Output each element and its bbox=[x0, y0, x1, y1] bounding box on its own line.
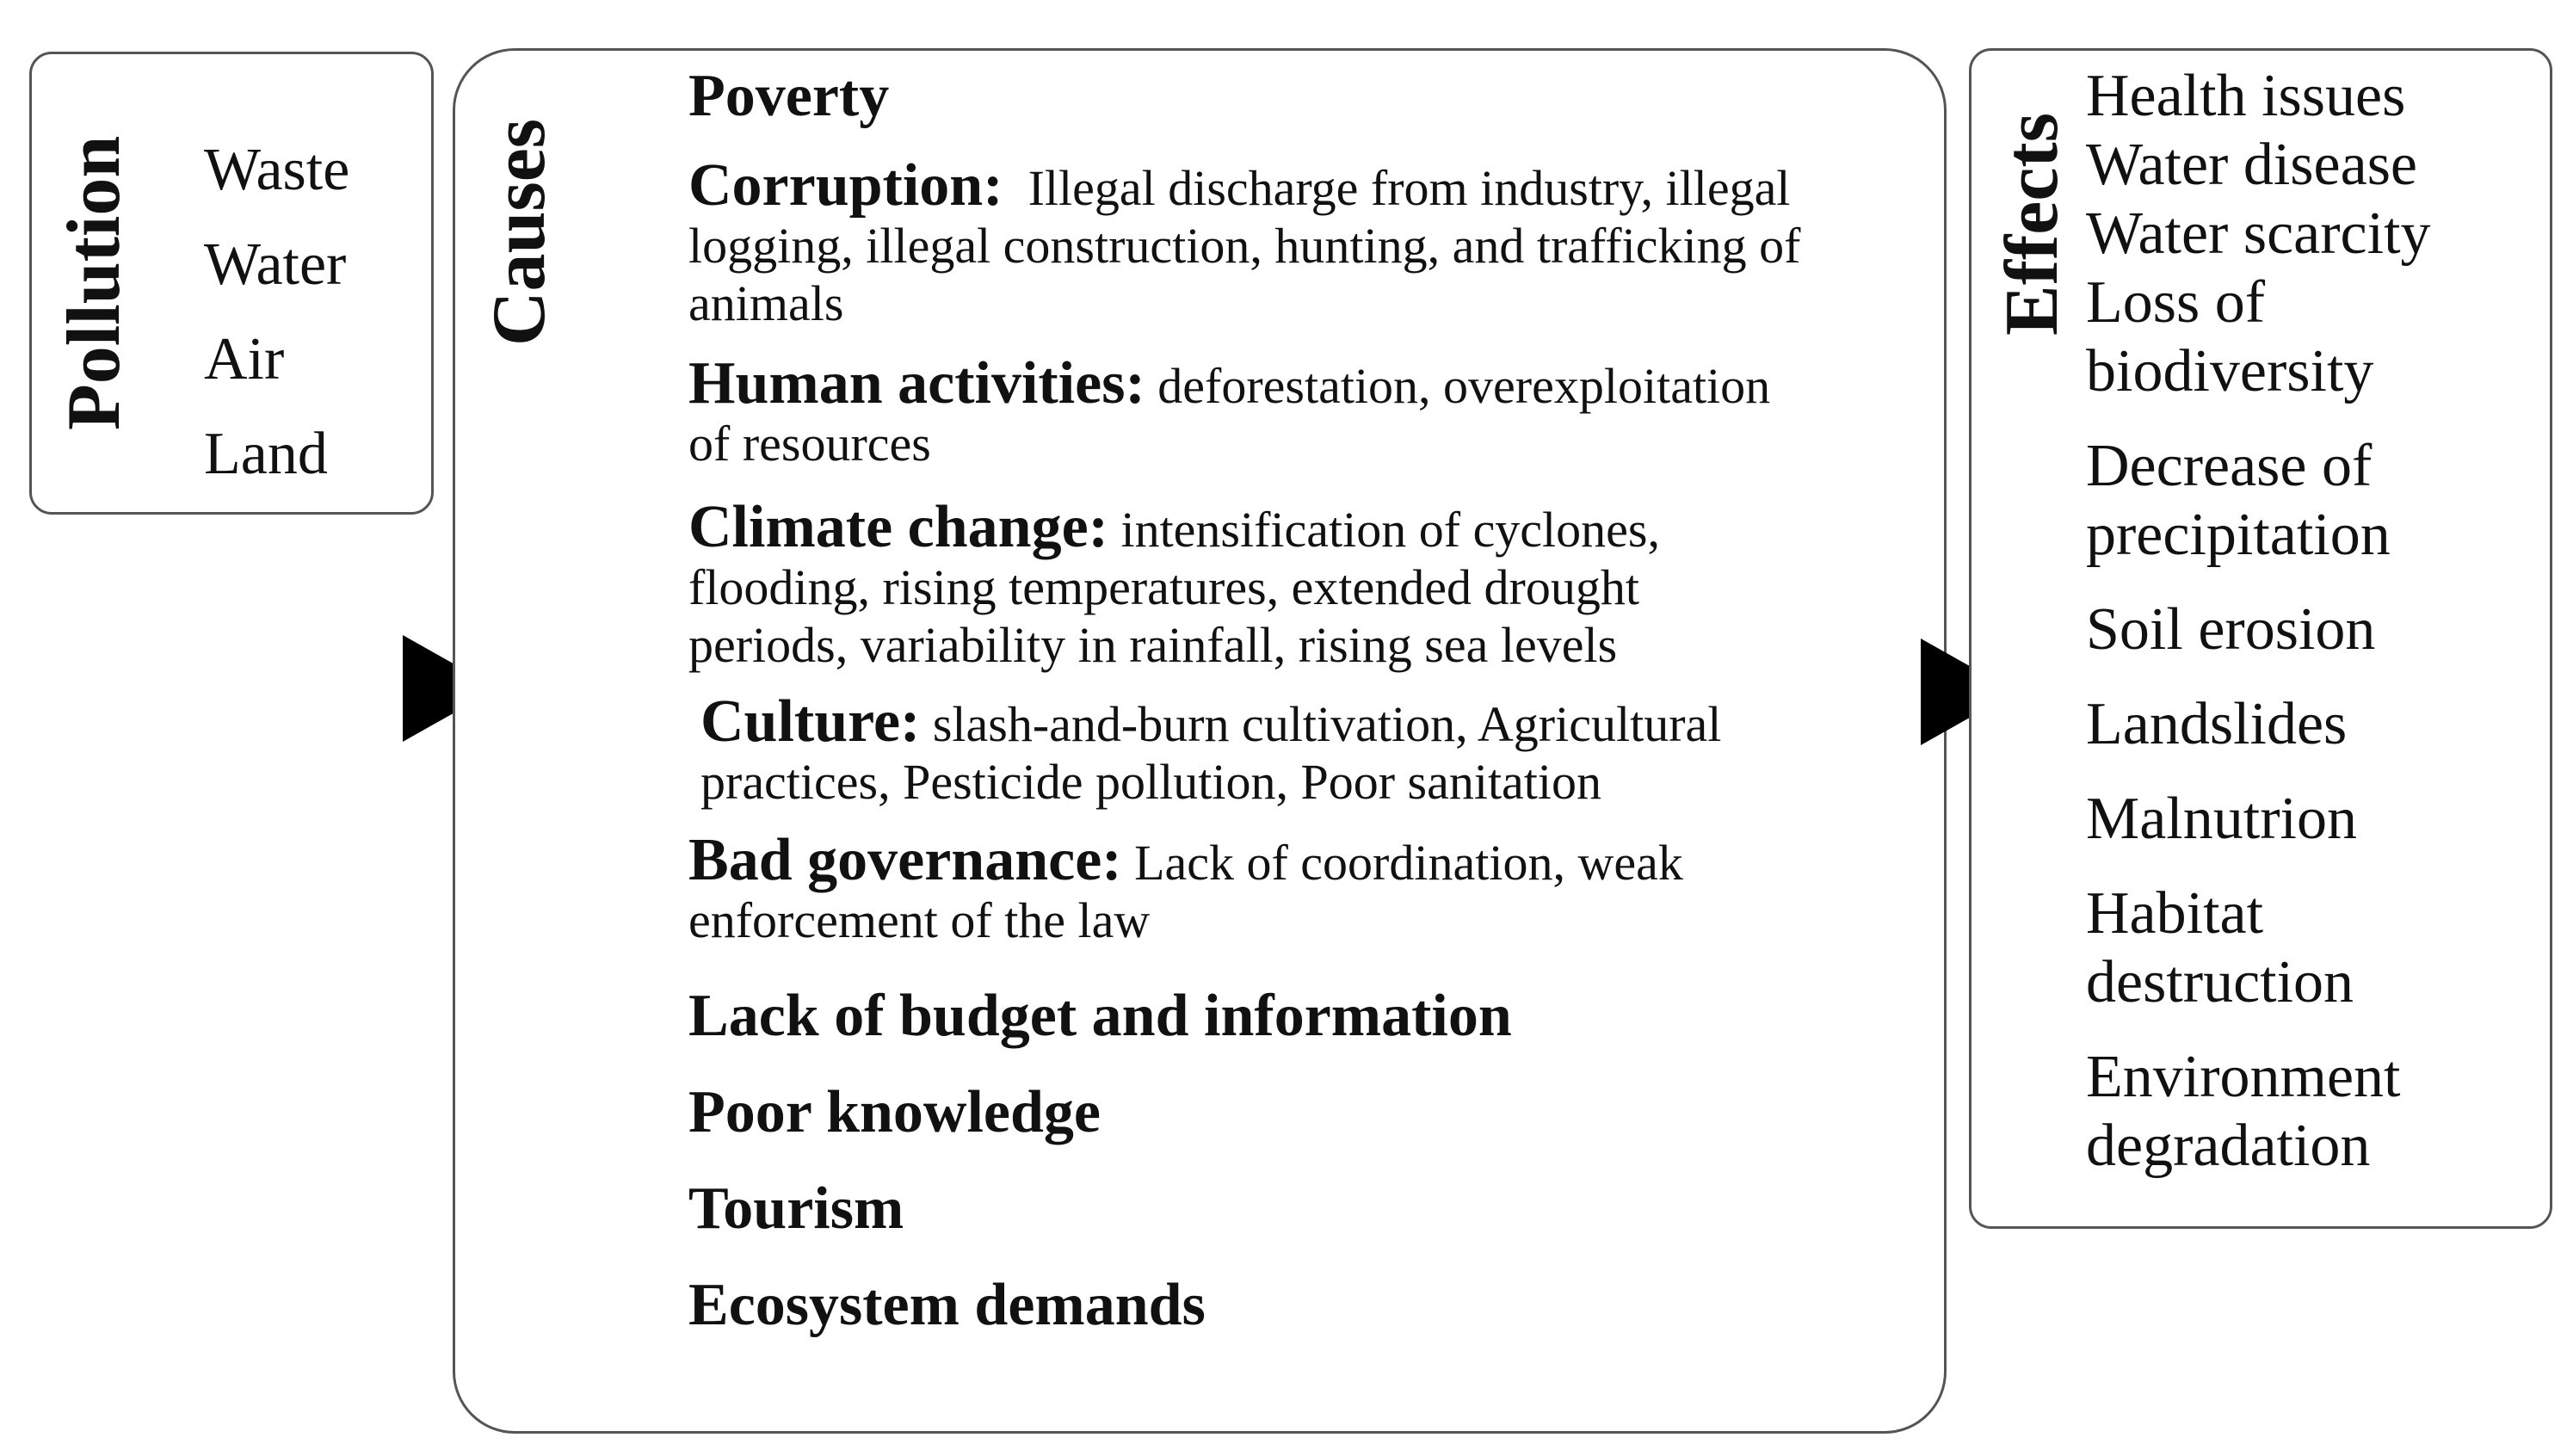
effect-landslides: Landslides bbox=[2086, 691, 2348, 757]
effect-water-disease: Water disease bbox=[2086, 132, 2417, 198]
effect-malnutrion: Malnutrion bbox=[2086, 786, 2357, 852]
effect-loss-of-biodiversity: Loss of biodiversity bbox=[2086, 269, 2374, 404]
pollution-item-air: Air bbox=[204, 326, 285, 392]
cause-detail: deforestation, overexploitation of resources bbox=[688, 358, 1771, 472]
pollution-title: Pollution bbox=[52, 135, 136, 430]
cause-key: Poverty bbox=[688, 63, 890, 129]
effect-habitat-destruction: Habitat destruction bbox=[2086, 880, 2354, 1015]
cause-detail: Illegal discharge from industry, illegal logging, illegal construction, hunting, and trafficking of animals bbox=[688, 160, 1801, 331]
cause-human-activities bbox=[688, 350, 1807, 472]
cause-poor-knowledge bbox=[688, 1079, 1807, 1145]
cause-corruption bbox=[688, 152, 1807, 332]
cause-lack-of-budget bbox=[688, 983, 1807, 1049]
effects-list bbox=[2086, 62, 2542, 1206]
cause-key: Climate change: bbox=[688, 494, 1108, 560]
effects-title: Effects bbox=[1990, 113, 2074, 336]
cause-culture bbox=[688, 688, 1807, 811]
effect-water-scarcity: Water scarcity bbox=[2086, 201, 2431, 267]
effect-decrease-of-precipitation: Decrease of precipitation bbox=[2086, 433, 2391, 568]
cause-tourism bbox=[688, 1175, 1807, 1242]
cause-detail: intensification of cyclones, flooding, rising temperatures, extended drought periods, variability in rainfall, rising sea levels bbox=[688, 502, 1660, 673]
cause-key: Ecosystem demands bbox=[688, 1272, 1206, 1338]
effect-soil-erosion: Soil erosion bbox=[2086, 596, 2376, 663]
pollution-item-land: Land bbox=[204, 421, 328, 487]
cause-ecosystem-demands bbox=[688, 1272, 1807, 1338]
cause-key: Bad governance: bbox=[688, 827, 1122, 893]
cause-key: Tourism bbox=[688, 1175, 904, 1242]
cause-key: Lack of budget and information bbox=[688, 983, 1512, 1049]
pollution-item-water: Water bbox=[204, 231, 347, 298]
cause-key: Corruption: bbox=[688, 152, 1003, 219]
cause-bad-governance bbox=[688, 827, 1807, 949]
causes-list bbox=[688, 63, 1807, 1338]
cause-detail: slash-and-burn cultivation, Agricultural practices, Pesticide pollution, Poor sanitation bbox=[700, 696, 1722, 810]
effect-environment-degradation: Environment degradation bbox=[2086, 1044, 2401, 1179]
cause-poverty bbox=[688, 63, 1807, 129]
cause-key: Human activities: bbox=[688, 350, 1145, 416]
pollution-list bbox=[204, 123, 349, 502]
cause-key: Poor knowledge bbox=[688, 1079, 1101, 1145]
cause-key: Culture: bbox=[700, 688, 921, 755]
effect-health-issues: Health issues bbox=[2086, 63, 2406, 129]
pollution-item-waste: Waste bbox=[204, 137, 350, 203]
cause-detail: Lack of coordination, weak enforcement of the law bbox=[688, 835, 1683, 948]
causes-title: Causes bbox=[478, 118, 561, 346]
cause-climate-change bbox=[688, 494, 1807, 674]
